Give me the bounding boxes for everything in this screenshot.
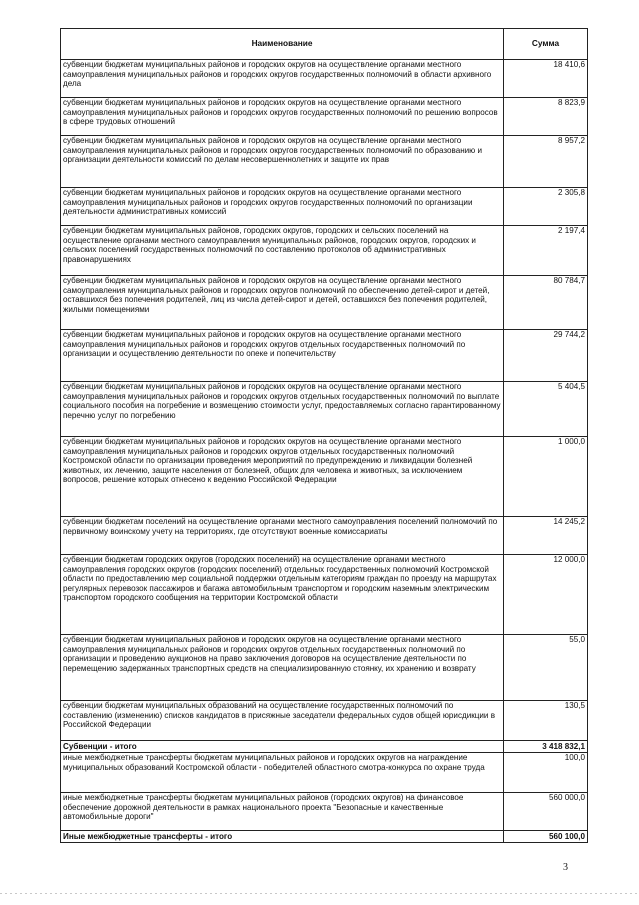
row-name: субвенции бюджетам муниципальных районов и городских округов на осуществление органами местного самоуправления муниципальных районов и городских округов отдельных государственных полномочий по выплате социального пособия на погребение и возмещению стоимости услуг, предоставляемых согласно гарантированному перечню услуг по погребению <box>61 382 504 437</box>
row-name: иные межбюджетные трансферты бюджетам муниципальных районов (городских округов) на финансовое обеспечение дорожной деятельности в рамках национального проекта "Безопасные и качественные автомобильные дороги" <box>61 793 504 831</box>
table-row <box>61 226 588 276</box>
table-row <box>61 276 588 330</box>
row-name: субвенции бюджетам муниципальных районов и городских округов на осуществление органами местного самоуправления муниципальных районов и городских округов полномочий по обеспечению детей-сирот и детей, оставшихся без попечения родителей, лиц из числа детей-сирот и детей, оставшихся без попечения родителей, жилыми помещениями <box>61 276 504 330</box>
row-name: субвенции бюджетам муниципальных районов и городских округов на осуществление органами местного самоуправления муниципальных районов и городских округов отдельных государственных полномочий Костромской области по организации проведения мероприятий по предупреждению и ликвидации болезней животных, их лечению, защите населения от болезней, общих для человека и животных, за исключением вопросов, решение которых отнесено к ведению Российской Федерации <box>61 437 504 517</box>
row-sum: 8 823,9 <box>504 98 588 136</box>
row-name: субвенции бюджетам муниципальных районов и городских округов на осуществление органами местного самоуправления муниципальных районов и городских округов отдельных государственных полномочий по организации и осуществлению деятельности по опеке и попечительству <box>61 330 504 382</box>
row-sum: 8 957,2 <box>504 136 588 188</box>
table-row <box>61 793 588 831</box>
table-row <box>61 60 588 98</box>
row-sum: 18 410,6 <box>504 60 588 98</box>
row-name: субвенции бюджетам муниципальных образований на осуществление государственных полномочий по составлению (изменению) списков кандидатов в присяжные заседатели федеральных судов общей юрисдикции в Российской Федерации <box>61 701 504 741</box>
subtotal-row <box>61 741 588 753</box>
subtotal-sum: 3 418 832,1 <box>504 741 588 753</box>
row-sum: 12 000,0 <box>504 555 588 635</box>
scan-edge-divider <box>0 893 639 894</box>
table-row <box>61 635 588 701</box>
table-row <box>61 517 588 555</box>
table-row <box>61 437 588 517</box>
column-header-name: Наименование <box>61 29 504 60</box>
table-header-row <box>61 29 588 60</box>
table-row <box>61 382 588 437</box>
table-row <box>61 753 588 793</box>
total-row <box>61 831 588 843</box>
table-row <box>61 188 588 226</box>
row-name: субвенции бюджетам муниципальных районов и городских округов на осуществление органами местного самоуправления муниципальных районов и городских округов государственных полномочий в области архивного дела <box>61 60 504 98</box>
row-sum: 560 000,0 <box>504 793 588 831</box>
total-label: Иные межбюджетные трансферты - итого <box>61 831 504 843</box>
row-sum: 2 305,8 <box>504 188 588 226</box>
row-sum: 130,5 <box>504 701 588 741</box>
row-sum: 5 404,5 <box>504 382 588 437</box>
row-name: субвенции бюджетам муниципальных районов, городских округов, городских и сельских поселений на осуществление органами местного самоуправления муниципальных районов, городских округов, городских и сельских поселений государственных полномочий по составлению протоколов об административных правонарушениях <box>61 226 504 276</box>
page-number: 3 <box>563 862 568 873</box>
table-row <box>61 330 588 382</box>
total-sum: 560 100,0 <box>504 831 588 843</box>
row-name: субвенции бюджетам муниципальных районов и городских округов на осуществление органами местного самоуправления муниципальных районов и городских округов отдельных государственных полномочий по организации и проведению аукционов на право заключения договоров на осуществление деятельности по перемещению задержанных транспортных средств на специализированную стоянку, их хранению и возврату <box>61 635 504 701</box>
row-name: иные межбюджетные трансферты бюджетам муниципальных районов и городских округов на награждение муниципальных образований Костромской области - победителей областного смотра-конкурса по охране труда <box>61 753 504 793</box>
table-row <box>61 701 588 741</box>
budget-table <box>60 28 588 843</box>
row-name: субвенции бюджетам муниципальных районов и городских округов на осуществление органами местного самоуправления муниципальных районов и городских округов государственных полномочий по решению вопросов в сфере трудовых отношений <box>61 98 504 136</box>
row-sum: 55,0 <box>504 635 588 701</box>
row-sum: 29 744,2 <box>504 330 588 382</box>
table-row <box>61 136 588 188</box>
row-sum: 14 245,2 <box>504 517 588 555</box>
row-name: субвенции бюджетам муниципальных районов и городских округов на осуществление органами местного самоуправления муниципальных районов и городских округов государственных полномочий по образованию и организации деятельности комиссий по делам несовершеннолетних и защите их прав <box>61 136 504 188</box>
row-sum: 2 197,4 <box>504 226 588 276</box>
row-name: субвенции бюджетам муниципальных районов и городских округов на осуществление органами местного самоуправления муниципальных районов и городских округов государственных полномочий по организации деятельности административных комиссий <box>61 188 504 226</box>
row-name: субвенции бюджетам городских округов (городских поселений) на осуществление органами местного самоуправления городских округов (городских поселений) отдельных государственных полномочий Костромской области по предоставлению мер социальной поддержки отдельным категориям граждан по проезду на маршрутах регулярных перевозок пассажиров и багажа автомобильным транспортом и городским наземным электрическим транспортом городского сообщения на территории Костромской области <box>61 555 504 635</box>
column-header-sum: Сумма <box>504 29 588 60</box>
row-sum: 100,0 <box>504 753 588 793</box>
subtotal-label: Субвенции - итого <box>61 741 504 753</box>
row-sum: 1 000,0 <box>504 437 588 517</box>
table-row <box>61 98 588 136</box>
row-name: субвенции бюджетам поселений на осуществление органами местного самоуправления поселений полномочий по первичному воинскому учету на территориях, где отсутствуют военные комиссариаты <box>61 517 504 555</box>
table-row <box>61 555 588 635</box>
row-sum: 80 784,7 <box>504 276 588 330</box>
